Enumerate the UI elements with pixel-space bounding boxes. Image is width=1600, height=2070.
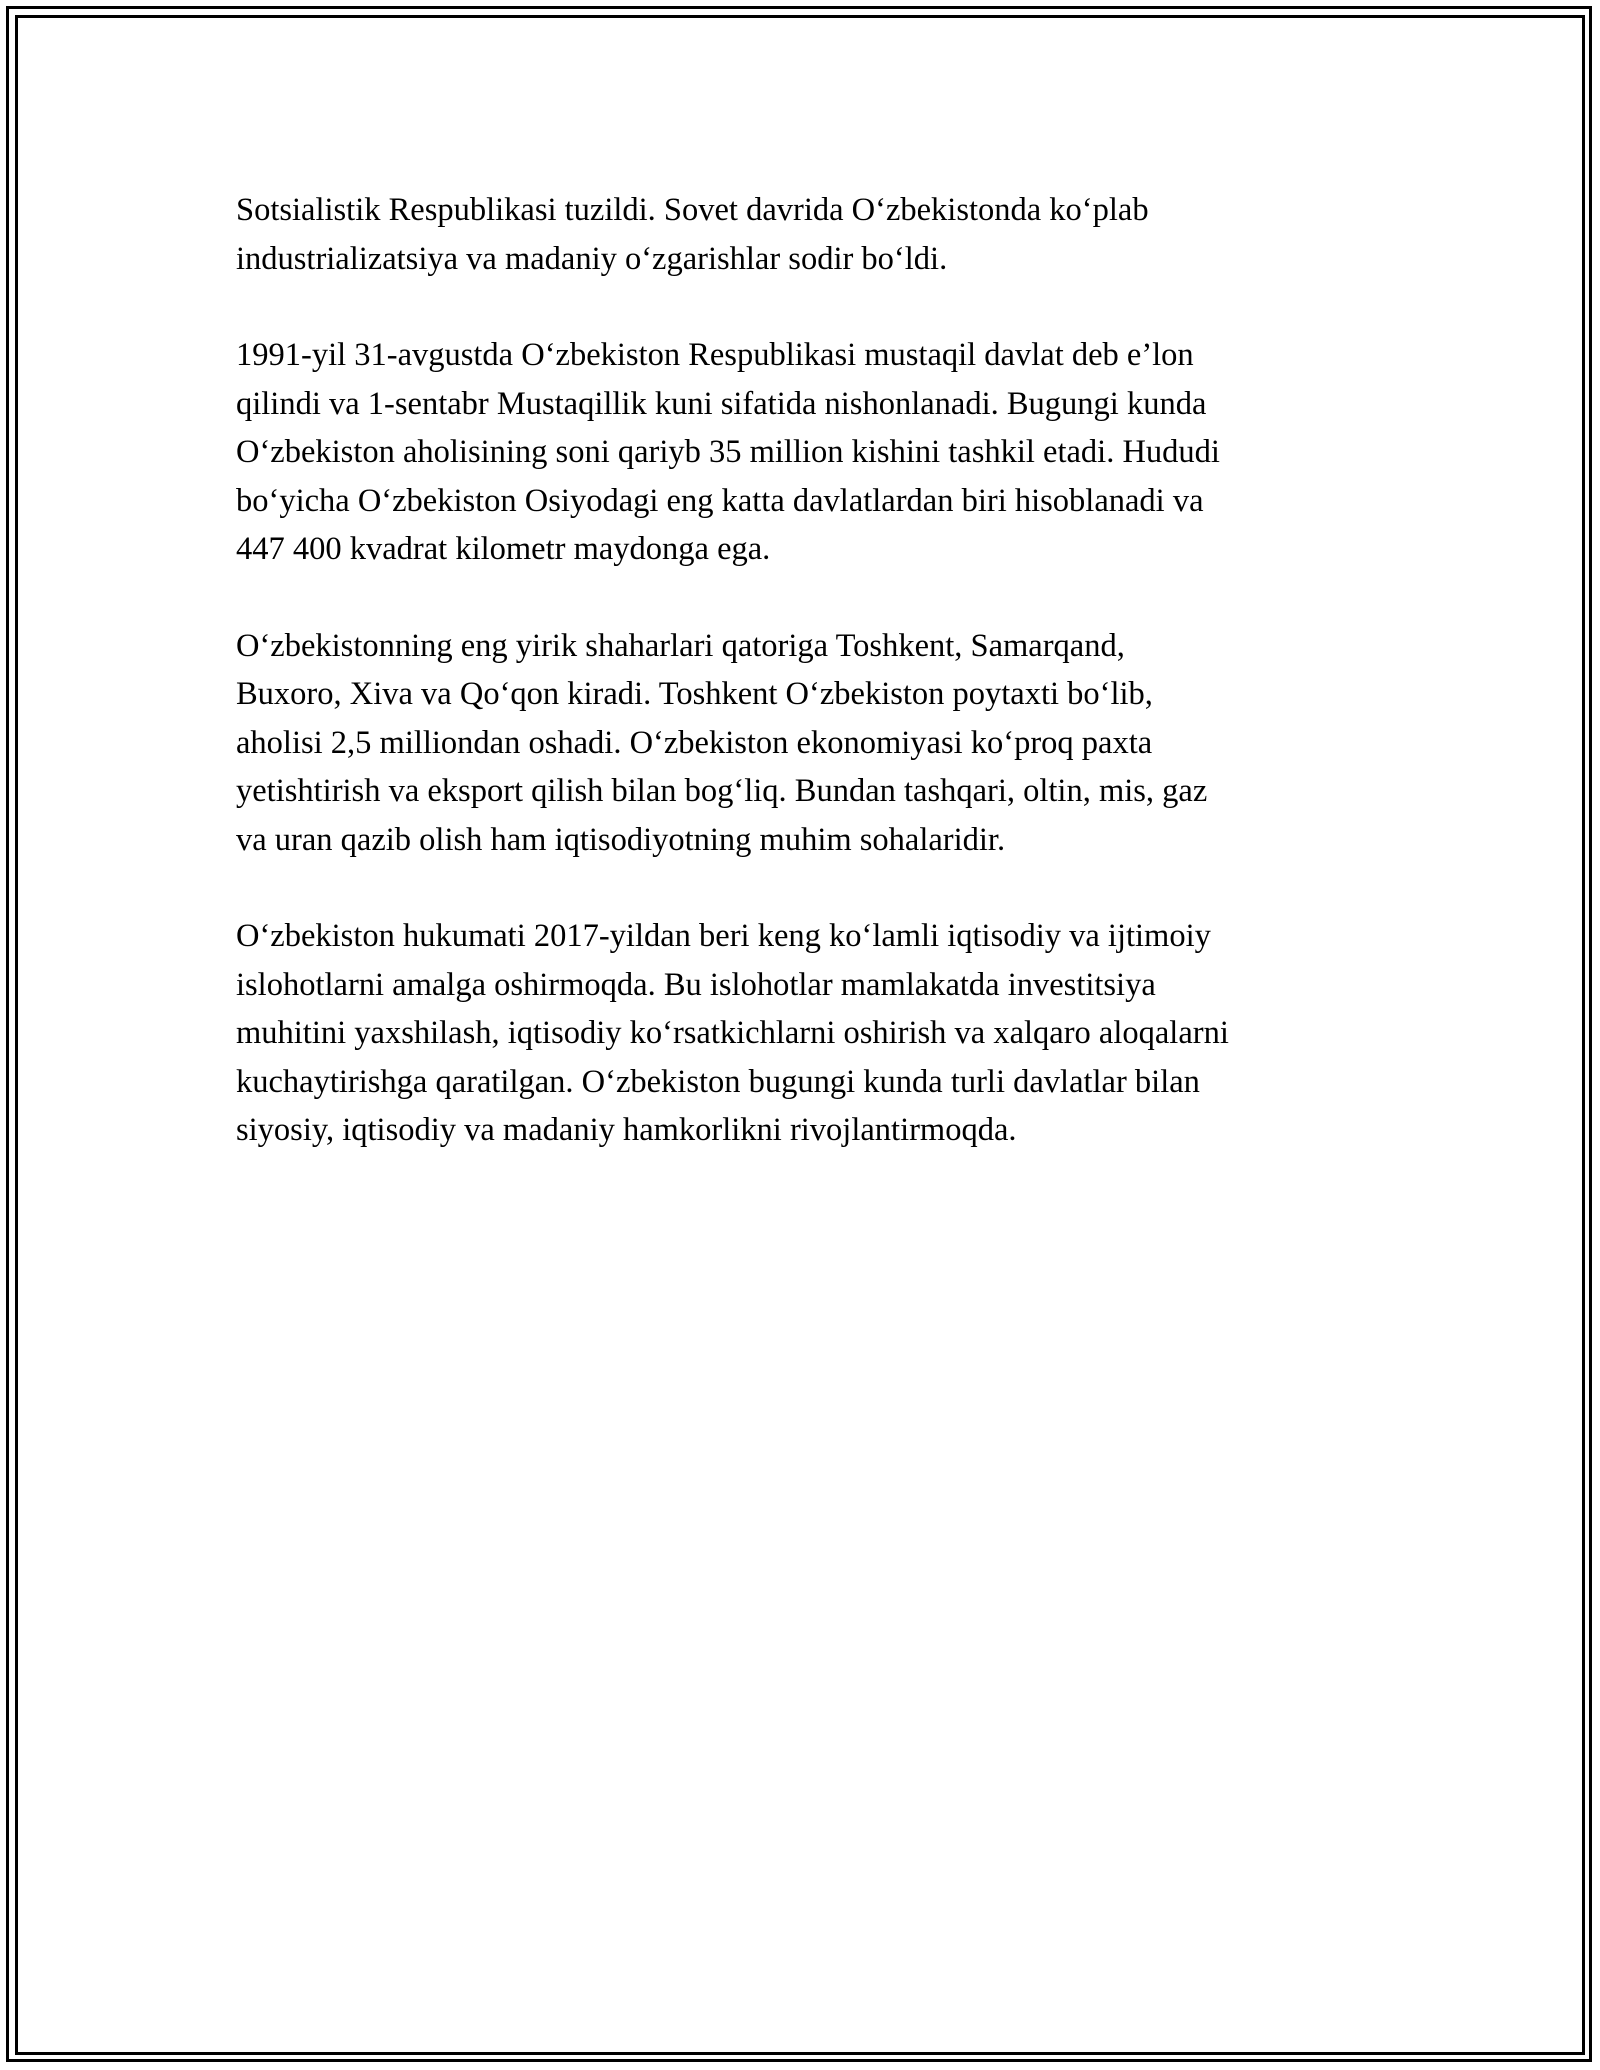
paragraph-3: O‘zbekistonning eng yirik shaharlari qatoriga Toshkent, Samarqand, Buxoro, Xiva va Qo‘qon kiradi. Toshkent O‘zbekiston poytaxti bo‘lib, aholisi 2,5 milliondan oshadi. O‘zbekiston ekonomiyasi ko‘proq paxta yetishtirish va eksport qilish bilan bog‘liq. Bundan tashqari, oltin, mis, gaz va uran qazib olish ham iqtisodiyotning muhim sohalaridir. [236, 627, 1208, 858]
paragraph-1: Sotsialistik Respublikasi tuzildi. Sovet davrida O‘zbekistonda ko‘plab industrializatsiya va madaniy o‘zgarishlar sodir bo‘ldi. [236, 192, 1149, 277]
paragraph-4: O‘zbekiston hukumati 2017-yildan beri keng ko‘lamli iqtisodiy va ijtimoiy islohotlarni amalga oshirmoqda. Bu islohotlar mamlakatda investitsiya muhitini yaxshilash, iqtisodiy ko‘rsatkichlarni oshirish va xalqaro aloqalarni kuchaytirishga qaratilgan. O‘zbekiston bugungi kunda turli davlatlar bilan siyosiy, iqtisodiy va madaniy hamkorlikni rivojlantirmoqda. [236, 918, 1229, 1148]
document-body [236, 186, 1396, 1203]
paragraph-2: 1991-yil 31-avgustda O‘zbekiston Respublikasi mustaqil davlat deb e’lon qilindi va 1-sentabr Mustaqillik kuni sifatida nishonlanadi. Bugungi kunda O‘zbekiston aholisining soni qariyb 35 million kishini tashkil etadi. Hududi bo‘yicha O‘zbekiston Osiyodagi eng katta davlatlardan biri hisoblanadi va 447 400 kvadrat kilometr maydonga ega. [236, 337, 1220, 567]
